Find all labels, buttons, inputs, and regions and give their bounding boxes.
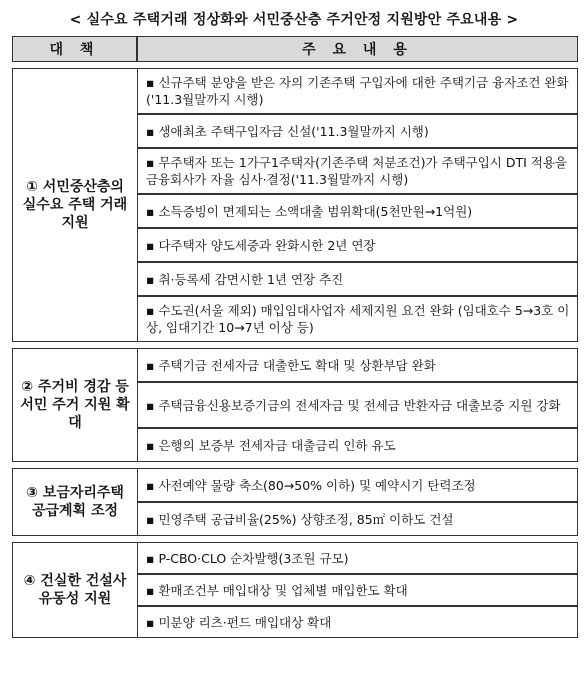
list-item: ▪ 취·등록세 감면시한 1년 연장 추진 [137,262,578,296]
list-item: ▪ 주택금융신용보증기금의 전세자금 및 전세금 반환자금 대출보증 지원 강화 [137,382,578,428]
list-item: ▪ 미분양 리츠·펀드 매입대상 확대 [137,606,578,638]
document-title: < 실수요 주택거래 정상화와 서민중산층 주거안정 지원방안 주요내용 > [69,12,519,28]
list-item: ▪ 생애최초 주택구입자금 신설('11.3월말까지 시행) [137,114,578,148]
list-item: ▪ 신규주택 분양을 받은 자의 기존주택 구입자에 대한 주택기금 융자조건 완화('11.3월말까지 시행) [137,68,578,114]
table-row [12,468,578,502]
list-item: ▪ 다주택자 양도세중과 완화시한 2년 연장 [137,228,578,262]
policy-table [12,36,578,638]
list-item: ▪ 무주택자 또는 1가구1주택자(기존주택 처분조건)가 주택구입시 DTI 적용을 금융회사가 자율 심사·결정('11.3월말까지 시행) [137,148,578,194]
category-label-4: ④ 건실한 건설사 유동성 지원 [12,542,137,638]
list-item: ▪ 사전예약 물량 축소(80→50% 이하) 및 예약시기 탄력조정 [137,468,578,502]
table-row [12,68,578,114]
list-item: ▪ 소득증빙이 면제되는 소액대출 범위확대(5천만원→1억원) [137,194,578,228]
header-content: 주 요 내 용 [137,36,578,62]
header-policy: 대 책 [12,36,137,62]
table-header-row [12,36,578,62]
list-item: ▪ 민영주택 공급비율(25%) 상향조정, 85㎡ 이하도 건설 [137,502,578,536]
list-item: ▪ 주택기금 전세자금 대출한도 확대 및 상환부담 완화 [137,348,578,382]
list-item: ▪ P-CBO·CLO 순차발행(3조원 규모) [137,542,578,574]
category-label-3: ③ 보금자리주택 공급계획 조정 [12,468,137,536]
category-label-1: ① 서민중산층의 실수요 주택 거래 지원 [12,68,137,342]
list-item: ▪ 환매조건부 매입대상 및 업체별 매입한도 확대 [137,574,578,606]
table-row [12,348,578,382]
list-item: ▪ 수도권(서울 제외) 매입임대사업자 세제지원 요건 완화 (임대호수 5→3호 이상, 임대기간 10→7년 이상 등) [137,296,578,342]
list-item: ▪ 은행의 보증부 전세자금 대출금리 인하 유도 [137,428,578,462]
category-label-2: ② 주거비 경감 등 서민 주거 지원 확대 [12,348,137,462]
table-row [12,542,578,574]
